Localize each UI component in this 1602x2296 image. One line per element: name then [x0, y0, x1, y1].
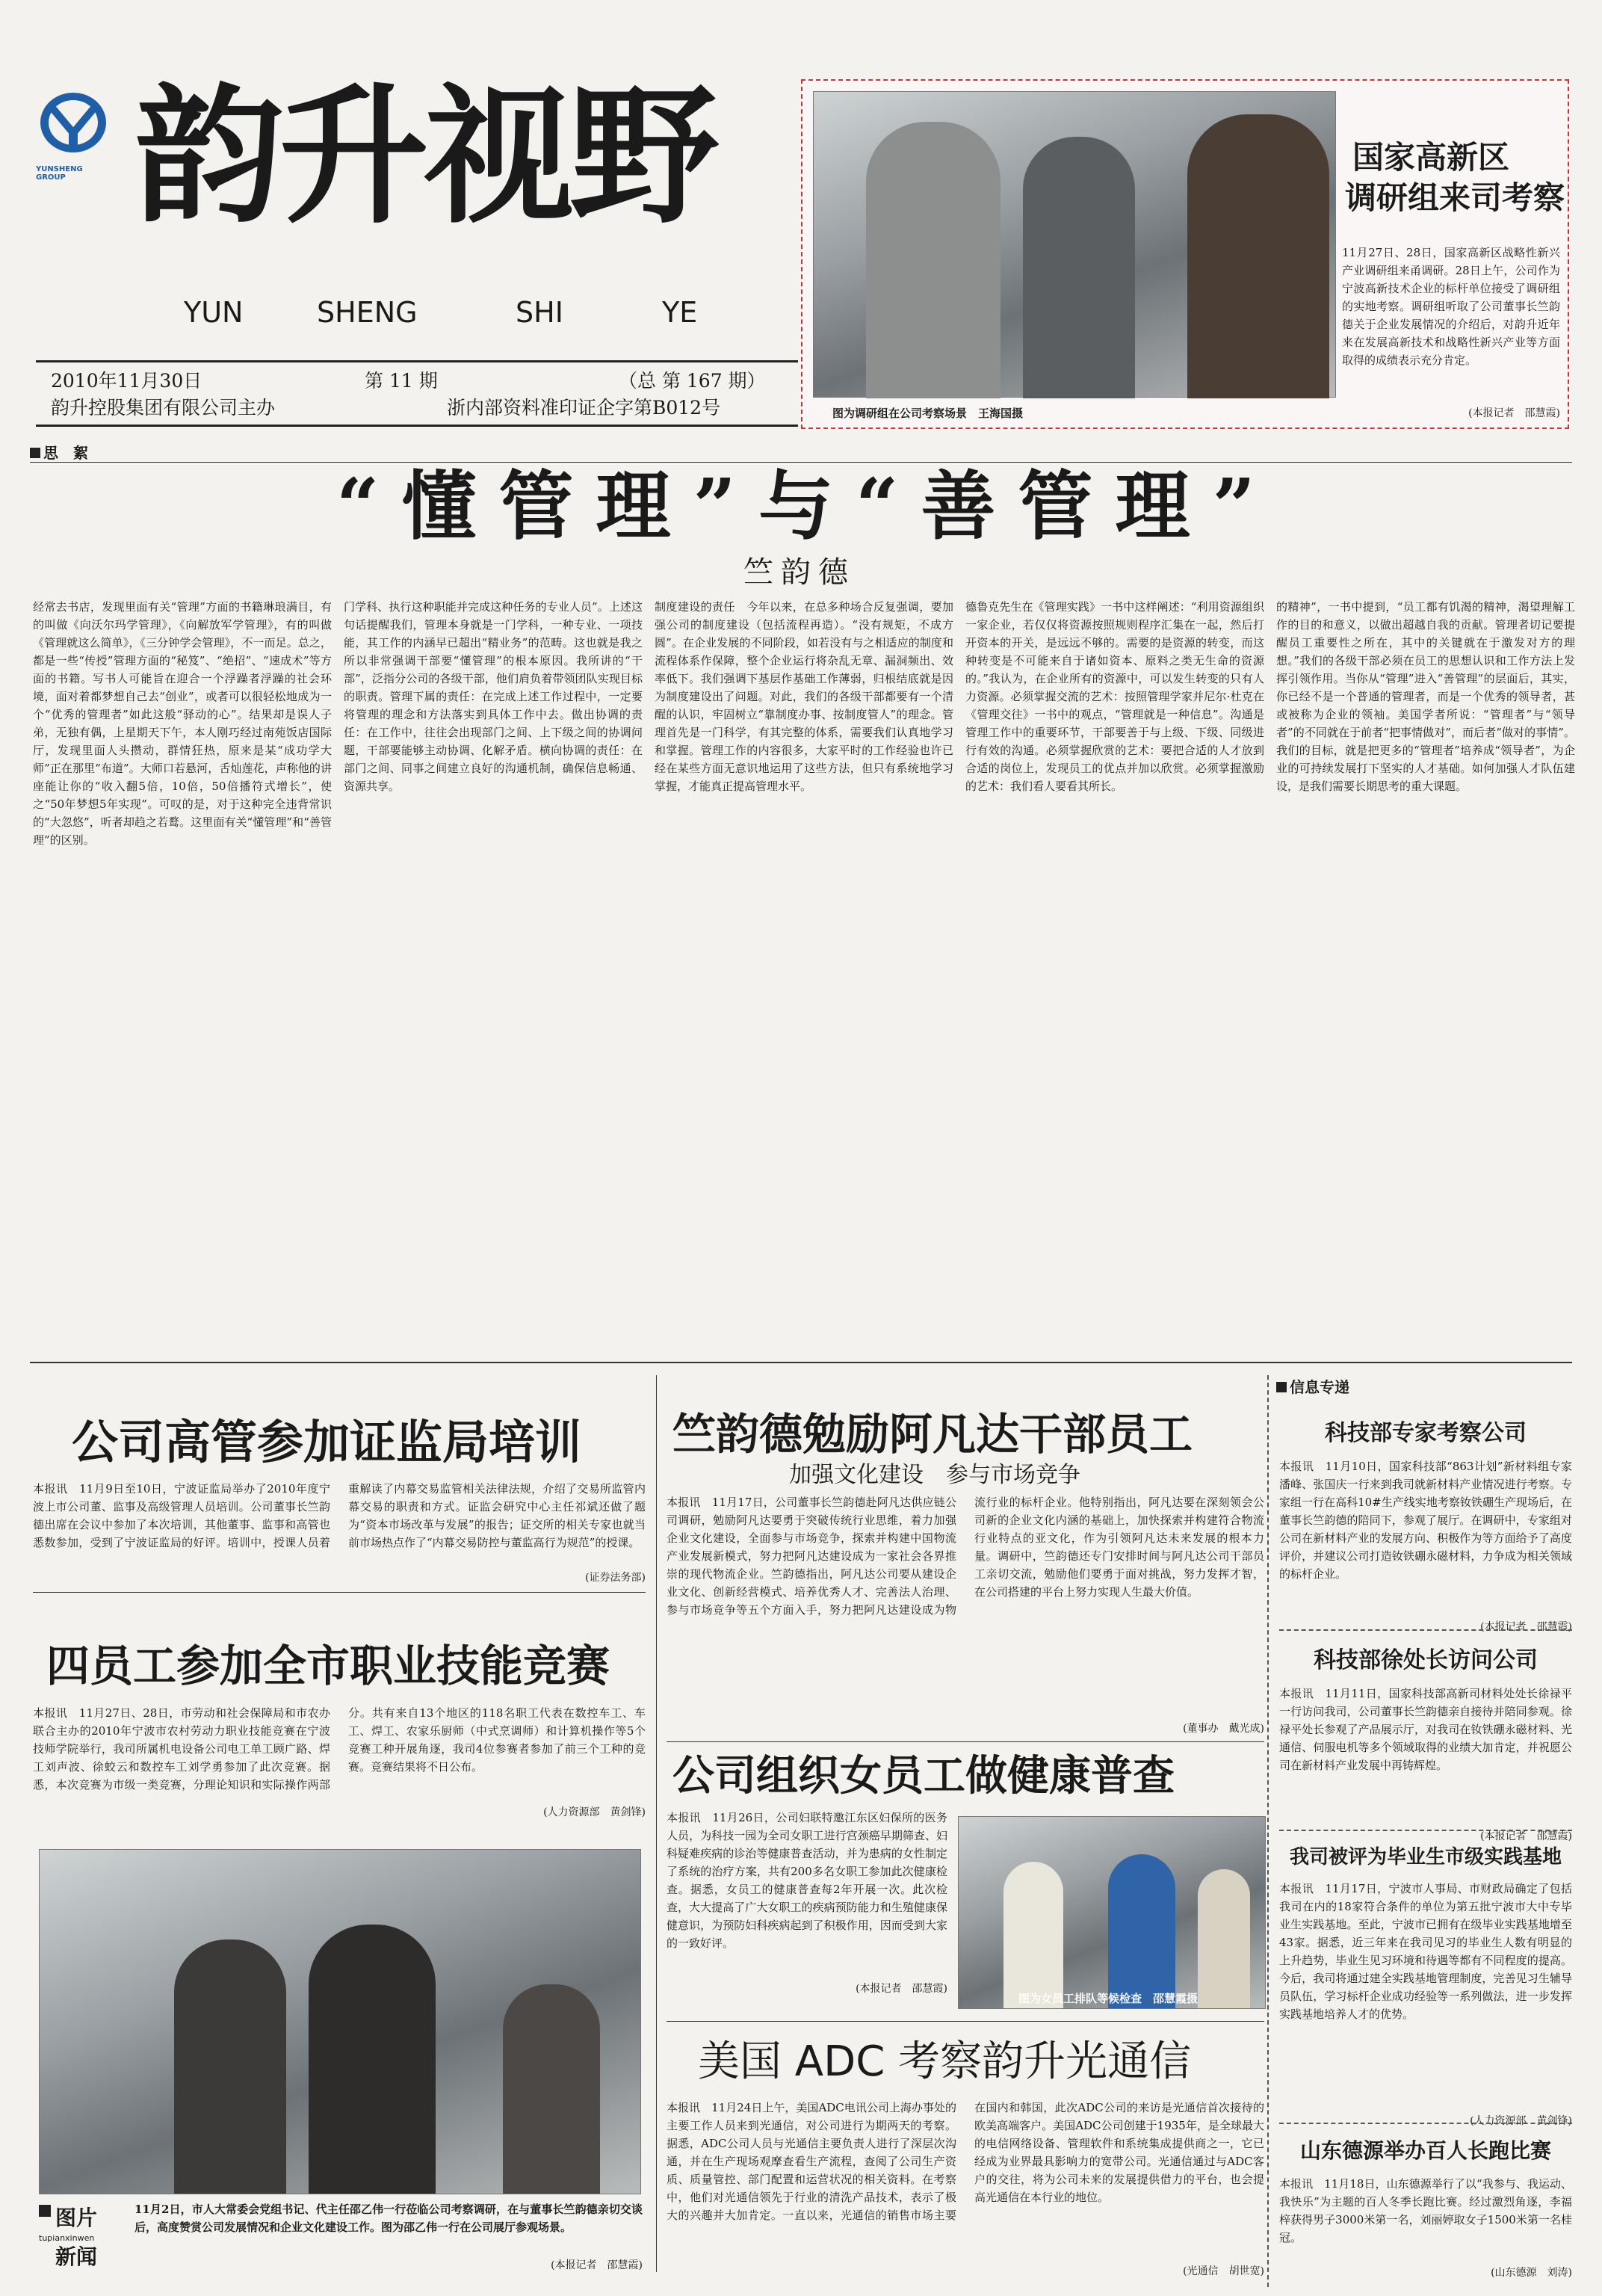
section-square-icon	[30, 448, 40, 458]
feature-photo-people-3	[1187, 114, 1329, 398]
main-col-5: 的精神”，一书中提到，“员工都有饥渴的精神，渴望理解工作的目的和意义，以做出超越自我的贡献。管理者切记要提醒员工重要性之所在，其中的关键就在于激发对方的理想。”我们的各级干部必须在员工的思想认识和工作方法上发挥引领作用。当你从“管理”进入“善管理”的层面后，其实，你已经不是一个普通的管理者，而是一个优秀的领导者，甚或被称为企业的领袖。美国学者所说：“管理者”与“领导者”的不同就在于前者“把事情做对”，而后者“做对的事情”。我们的目标，就是把更多的“管理者”培养成“领导者”，为企业的可持续发展打下坚实的人才基础。如何加强人才队伍建设，是我们需要长期思考的重大课题。	[1276, 600, 1575, 793]
news4-title: 公司组织女员工做健康普查	[672, 1751, 1175, 1800]
main-article-title: “懂管理”与“善管理”	[335, 462, 1278, 550]
sidebar-item-title: 科技部专家考察公司	[1325, 1420, 1527, 1446]
issue-total: （总 第 167 期）	[619, 370, 766, 392]
column-rule-mid	[656, 1375, 657, 2272]
sidebar-item-author: (本报记者 邵慧霞)	[1480, 1621, 1572, 1633]
news4-photo-caption: 图为女员工排队等候检查 邵慧霞摄	[1018, 1992, 1199, 2005]
sidebar-item-author: (山东德源 刘涛)	[1491, 2267, 1572, 2279]
photo-news-pinyin: tupianxinwen	[39, 2233, 95, 2243]
masthead-pinyin	[184, 296, 752, 333]
sidebar-square-icon	[1276, 1382, 1287, 1392]
news3-title: 四员工参加全市职业技能竞赛	[46, 1641, 610, 1691]
feature-photo-people-2	[1023, 137, 1135, 398]
news2-subtitle: 加强文化建设 参与市场竞争	[789, 1462, 1080, 1488]
news4-photo	[958, 1816, 1266, 2009]
logo	[36, 88, 111, 182]
main-col-1: 经常去书店，发现里面有关“管理”方面的书籍琳琅满目，有的叫做《向沃尔玛学管理》，《向解放军学管理》，有的叫做《管理就这么简单》，《三分钟学会管理》，不一而足。总之，都是一些“传授”管理方面的“秘笈”、“绝招”、“速成术”等方面的书籍。写书人可能旨在迎合一个浮躁者浮躁的社会环境，面对着都梦想自己去“创业”，或者可以很轻松地成为一个“优秀的管理者”如此这般“驿动的心”。结果却是误人子弟，无独有偶，上星期天下午，本人刚巧经过南苑饭店国际厅，发现里面人头攒动，群情狂热，原来是某“成功学大师”正在那里“布道”。大师口若悬河，舌灿莲花，声称他的讲座能让你的“收入翻5倍，10倍，50倍播符式增长”，使之“50年梦想5年实现”。可叹的是，对于这种完全违背常识的“大忽悠”，听者却趋之若鹜。这里面有关“懂管理”和“善管理”的区别。	[33, 600, 332, 847]
feature-box	[801, 79, 1569, 429]
news1-title: 公司高管参加证监局培训	[72, 1415, 582, 1469]
sidebar-header	[1276, 1375, 1349, 1397]
photo-news-caption: 11月2日，市人大常委会党组书记、代主任邵乙伟一行莅临公司考察调研，在与董事长竺韵德亲切交谈后，高度赞赏公司发展情况和企业文化建设工作。图为邵乙伟一行在公司展厅参观场景。	[134, 2203, 643, 2234]
news5-author: (光通信 胡世宽)	[1183, 2265, 1264, 2277]
feature-photo-people	[866, 122, 1001, 398]
issue-sponsor: 韵升控股集团有限公司主办	[51, 397, 276, 419]
masthead-title: 韵升视野	[134, 69, 715, 244]
news1-body: 本报讯 11月9日至10日，宁波证监局举办了2010年度宁波上市公司董、监事及高级管理人员培训。公司董事长竺韵德出席在会议中参加了本次培训，其他董事、监事和高管也悉数参加，受到了宁波证监局的好评。培训中，授课人员着重解读了内幕交易监管相关法律法规，介绍了交易所监管内幕交易的职责和方式。证监会研究中心主任祁斌还做了题为“资本市场改革与发展”的报告；证交所的相关专家也就当前市场热点作了“内幕交易防控与董监高行为规范”的授课。	[33, 1482, 646, 1549]
news1-author: (证券法务部)	[585, 1572, 646, 1584]
main-col-2: 门学科、执行这种职能并完成这种任务的专业人员”。上述这句话提醒我们，管理本身就是一门学科，一种专业、一项技能，其工作的内涵早已超出“精业务”的范畴。这也就是我之所以非常强调干部要“懂管理”的根本原因。我所讲的“干部”，泛指分公司的各级干部，他们肩负着带领团队实现目标的职责。管理下属的责任：在完成上述工作过程中，一定要将管理的理念和方法落实到具体工作中去。做出协调的责任：在工作中，往往会出现部门之间、上下级之间的协调问题，干部要能够主动协调、化解矛盾。横向协调的责任：在部门之间、同事之间建立良好的沟通机制，确保信息畅通、资源共享。	[344, 600, 643, 793]
main-col-4: 德鲁克先生在《管理实践》一书中这样阐述：“利用资源组织一家企业，若仅仅将资源按照规则程序汇集在一起，然后打开资本的开关，是远远不够的。需要的是资源的转变，而这种转变是不可能来自于诸如资本、原料之类无生命的资源的。”我认为，在企业所有的资源中，可以发生转变的只有人力资源。必须掌握交流的艺术：按照管理学家并尼尔·杜克在《管理交往》一书中的观点，“管理就是一种信息”。沟通是管理工作中的重要环节，干部要善于与上级、下级、同级进行有效的沟通。必须掌握欣赏的艺术：要把合适的人才放到合适的岗位上，发现员工的优点并加以欣赏。必须掌握激励的艺术：我们看人要看其所长。	[965, 600, 1264, 793]
photo-news-person-3	[503, 1984, 600, 2194]
photo-news-author: (本报记者 邵慧霞)	[551, 2259, 643, 2271]
sidebar-item-title: 山东德源举办百人长跑比赛	[1299, 2138, 1551, 2163]
issue-date: 2010年11月30日	[51, 370, 202, 392]
sidebar-item	[1279, 1404, 1572, 1634]
news-divider-1	[33, 1592, 646, 1593]
feature-photo	[813, 91, 1336, 398]
photo-news-label: 图片新闻	[55, 2206, 98, 2269]
photo-news-person-2	[309, 1925, 436, 2194]
news-divider-3	[667, 2021, 1264, 2022]
news4-photo-figure-2	[1108, 1854, 1175, 2008]
news4-author: (本报记者 邵慧霞)	[856, 1983, 947, 1995]
masthead-divider-bottom	[36, 425, 798, 427]
issue-info	[36, 365, 798, 425]
sidebar-item-body: 本报讯 11月17日，宁波市人事局、市财政局确定了包括我司在内的18家符合条件的单位为第五批宁波市大中专毕业生实践基地。至此，宁波市已拥有在级毕业实践基地增至43家。据悉，近三年来在我司见习的毕业生人数有明显的上升趋势，毕业生见习环境和待遇等都有不同程度的提高。今后，我司将通过建全实践基地管理制度，完善见习生辅导员队伍，学习标杆企业成功经验等一系列做法，进一步发挥实践基地培养人才的优势。	[1279, 1882, 1572, 2021]
sidebar-item	[1279, 1629, 1572, 1843]
news-divider-2	[667, 1741, 1264, 1742]
sidebar-item-body: 本报讯 11月18日，山东德源举行了以“我参与、我运动、我快乐”为主题的百人冬季长跑比赛。经过激烈角逐，李福梓获得男子3000米第一名，刘丽婷取女子1500米第一名桂冠。	[1279, 2177, 1572, 2244]
sidebar-item	[1279, 2123, 1572, 2280]
sidebar-item-author: (人力资源部 黄剑锋)	[1470, 2115, 1572, 2127]
photo-news-person-1	[174, 1939, 286, 2194]
sidebar-item-title: 科技部徐处长访问公司	[1314, 1647, 1538, 1673]
section-label: 思 絮	[43, 444, 88, 462]
section-tag	[30, 441, 88, 463]
feature-title-2: 调研组来司考察	[1345, 179, 1565, 216]
feature-title-1: 国家高新区	[1352, 139, 1510, 176]
feature-author: (本报记者 邵慧霞)	[1468, 407, 1560, 419]
sidebar-item-author: (本报记者 邵慧霞)	[1480, 1830, 1572, 1842]
pinyin-3: SHI	[516, 296, 563, 329]
main-col-3: 制度建设的责任 今年以来，在总多种场合反复强调，要加强公司的制度建设（包括流程再造）。“没有规矩，不成方圆”。在企业发展的不同阶段，如若没有与之相适应的制度和流程体系作保障，整个企业运行将杂乱无章、漏洞频出、效率低下。我们强调下基层作基础工作薄弱，归根结底就是因为制度建设出了问题。对此，我们的各级干部都要有一个清醒的认识，牢固树立“靠制度办事、按制度管人”的理念。管理首先是一门科学，有其完整的体系，需要我们认真地学习和掌握。管理工作的内容很多，大家平时的工作经验也许已经在某些方面无意识地运用了这些方法，但只有系统地学习掌握，才能真正提高管理水平。	[655, 600, 953, 793]
main-article-bottom-rule	[30, 1362, 1572, 1363]
pinyin-4: YE	[662, 296, 698, 329]
photo-news-image	[39, 1849, 641, 2194]
news3-author: (人力资源部 黄剑锋)	[543, 1806, 646, 1818]
sidebar-header-label: 信息专递	[1290, 1378, 1349, 1396]
photo-news-label-box	[39, 2199, 121, 2281]
news4-photo-figure-1	[1003, 1862, 1063, 2008]
sidebar-item-body: 本报讯 11月10日，国家科技部“863计划”新材料组专家潘峰、张国庆一行来到我司就新材料产业情况进行考察。专家组一行在高科10#生产线实地考察钕铁硼生产现场后，在董事长竺韵德的陪同下，参观了展厅。在调研中，专家组对公司在新材料产业的发展方向、积极作为等方面给予了高度评价，并建议公司打造钕铁硼永磁材料，力争成为相关领域的标杆企业。	[1279, 1460, 1572, 1581]
news2-author: (董事办 戴光成)	[1183, 1723, 1264, 1735]
news3-body: 本报讯 11月27日、28日，市劳动和社会保障局和市农办联合主办的2010年宁波市农村劳动力职业技能竞赛在宁波技师学院举行，我司所属机电设备公司电工单工顾广路、焊工刘声波、徐蛟云和数控车工刘学勇参加了此次竞赛。据悉，本次竞赛为市级一类竞赛，分理论知识和实际操作两部分。共有来自13个地区的118名职工代表在数控车工、车工、焊工、农家乐厨师（中式烹调师）和计算机操作等5个竞赛工种开展角逐，我司4位参赛者参加了前三个工种的竞赛。竞赛结果将不日公布。	[33, 1706, 646, 1792]
masthead-divider-top	[36, 360, 798, 362]
issue-license: 浙内部资料准印证企字第B012号	[447, 397, 721, 419]
yunsheng-logo-icon	[36, 88, 111, 159]
news2-title: 竺韵德勉励阿凡达干部员工	[672, 1409, 1193, 1460]
main-article-author: 竺韵德	[743, 555, 856, 590]
issue-number: 第 11 期	[365, 370, 438, 392]
news5-body: 本报讯 11月24日上午，美国ADC电讯公司上海办事处的主要工作人员来到光通信，对公司进行为期两天的考察。据悉，ADC公司人员与光通信主要负责人进行了深层次沟通，并在生产现场观摩查看生产流程，查阅了公司生产资质、质量管控、部门配置和运营状况的相关资料。在考察中，他们对光通信领先于行业的清洗产品技术，表示了极大的兴趣并大加肯定。一直以来，光通信的销售市场主要在国内和韩国，此次ADC公司的来访是光通信首次接待的欧美高端客户。美国ADC公司创建于1935年，是全球最大的电信网络设备、管理软件和系统集成提供商之一，它已经成为业界最具影响力的宽带公司。光通信通过与ADC客户的交往，将为公司未来的发展提供借力的平台，也会提高光通信在本行业的地位。	[667, 2101, 1264, 2222]
pinyin-2: SHENG	[317, 296, 418, 329]
sidebar-item	[1279, 1830, 1572, 2128]
feature-body: 11月27日、28日，国家高新区战略性新兴产业调研组来甬调研。28日上午，公司作为宁波高新技术企业的标杆单位接受了调研组的实地考察。调研组听取了公司董事长竺韵德关于企业发展情况的介绍后，对韵升近年来在发展高新技术和战略性新兴产业等方面取得的成绩表示充分肯定。	[1342, 246, 1560, 367]
news2-body: 本报讯 11月17日，公司董事长竺韵德赴阿凡达供应链公司调研，勉励阿凡达要勇于突破传统行业思维，着力加强企业文化建设，全面参与市场竞争，探索并构建中国物流产业发展新模式，努力把阿凡达建设成为一家社会各界推崇的现代物流企业。竺韵德指出，阿凡达公司要从建设企业文化、创新经营模式、培养优秀人才、完善法人治理、参与市场竞争等五个方面入手，努力把阿凡达建设成为物流行业的标杆企业。他特别指出，阿凡达要在深刻领会公司新的企业文化内涵的基础上，加快探索并构建符合物流行业特点的亚文化，作为引领阿凡达未来发展的根本力量。调研中，竺韵德还专门安排时间与阿凡达公司干部员工亲切交流，勉励他们要勇于面对挑战，努力发挥才智，在公司搭建的平台上努力实现人生最大价值。	[667, 1496, 1264, 1617]
news5-title: 美国 ADC 考察韵升光通信	[698, 2037, 1192, 2086]
sidebar-item-body: 本报讯 11月11日，国家科技部高新司材料处处长徐禄平一行访问我司，公司董事长竺韵德亲自接待并陪同参观。徐禄平处长参观了产品展示厅，对我司在钕铁硼永磁材料、光通信、伺服电机等多个领域取得的业绩大加肯定，并祝愿公司在新材料产业发展中再铸辉煌。	[1279, 1687, 1572, 1772]
pinyin-1: YUN	[184, 296, 244, 329]
feature-photo-caption: 图为调研组在公司考察场景 王海国摄	[832, 407, 1024, 420]
news4-photo-figure-3	[1198, 1869, 1250, 2008]
sidebar	[1267, 1375, 1574, 2287]
sidebar-item-title: 我司被评为毕业生市级实践基地	[1289, 1846, 1562, 1868]
logo-text: YUNSHENG GROUP	[36, 165, 83, 182]
news4-body: 本报讯 11月26日，公司妇联特邀江东区妇保所的医务人员，为科技一园为全司女职工进行宫颈癌早期筛查、妇科疑难疾病的诊治等健康普查活动，并为患病的女性制定了系统的治疗方案，共有200多名女职工参加此次健康检查。据悉，女员工的健康普查每2年开展一次。此次检查，大大提高了广大女职工的疾病预防能力和生殖健康保健意识，为预防妇科疾病起到了积极作用，因而受到大家的一致好评。	[667, 1811, 947, 1950]
photo-news-square-icon	[39, 2205, 51, 2217]
